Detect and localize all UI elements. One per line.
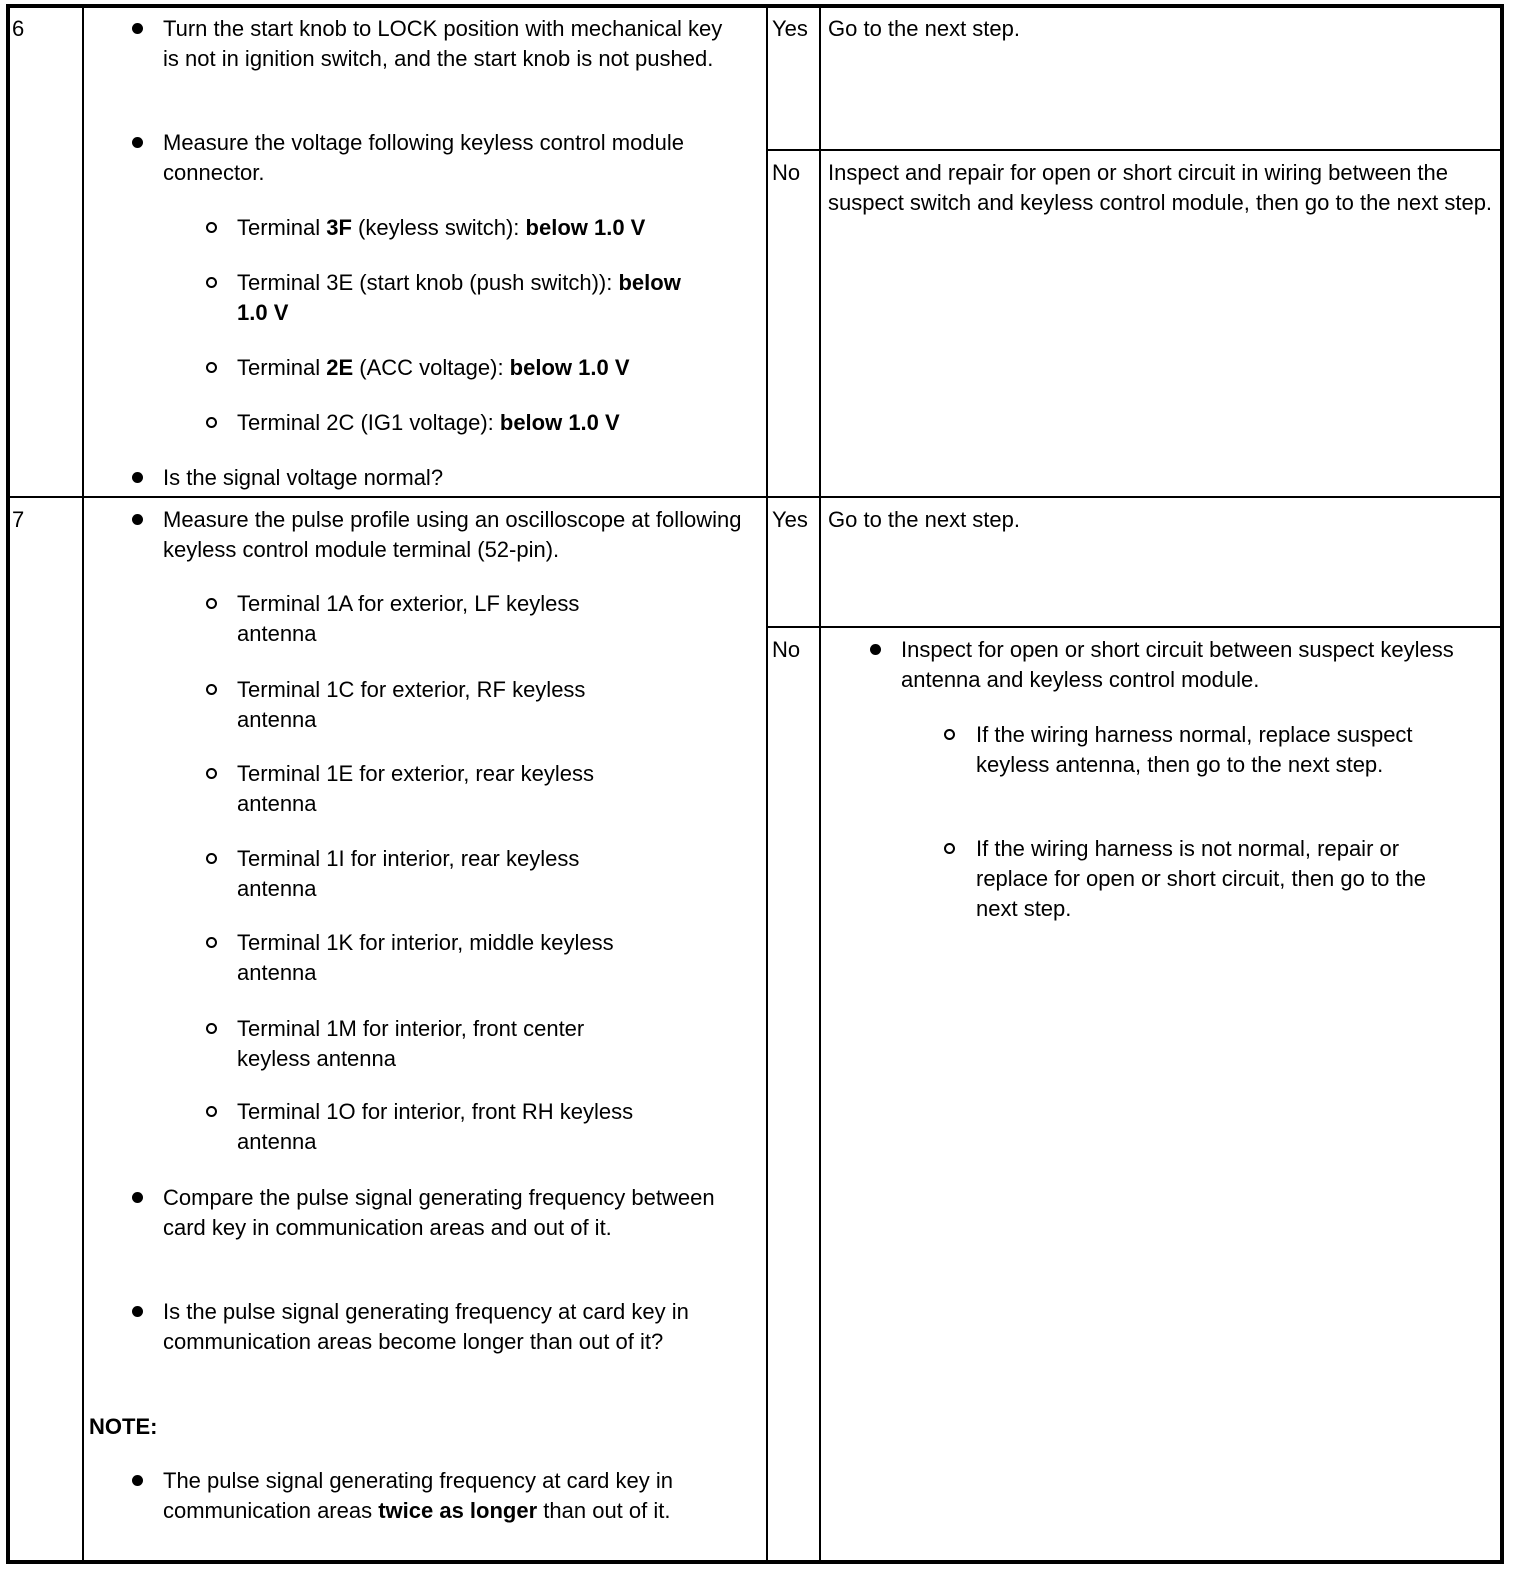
sub-bullet-icon: [206, 362, 217, 373]
bullet-icon: [132, 23, 143, 34]
terminal-spec: Terminal 2C (IG1 voltage): below 1.0 V: [237, 410, 620, 435]
table-border-top: [6, 4, 1504, 8]
sub-bullet-icon: [944, 843, 955, 854]
action-text: Measure the voltage following keyless control module connector.: [163, 130, 684, 185]
sub-bullet-icon: [206, 222, 217, 233]
row-divider: [6, 496, 1504, 498]
sub-bullet-icon: [206, 853, 217, 864]
row-divider: [766, 149, 1502, 151]
column-divider: [82, 4, 84, 1564]
sub-bullet-icon: [206, 684, 217, 695]
sub-bullet-icon: [206, 937, 217, 948]
terminal-spec: Terminal 3E (start knob (push switch)): below 1.0 V: [237, 270, 681, 325]
action-text: Compare the pulse signal generating frequency between card key in communication areas and out of it.: [163, 1185, 715, 1240]
action-question: Is the pulse signal generating frequency at card key in communication areas become longer than out of it?: [163, 1299, 689, 1354]
bullet-icon: [132, 514, 143, 525]
column-divider: [766, 4, 768, 1564]
terminal-spec: Terminal 2E (ACC voltage): below 1.0 V: [237, 355, 630, 380]
sub-bullet-icon: [206, 1106, 217, 1117]
table-border-bottom: [6, 1560, 1504, 1564]
no-result-text: Inspect for open or short circuit between suspect keyless antenna and keyless control module.: [901, 637, 1454, 692]
action-text: Turn the start knob to LOCK position with mechanical key is not in ignition switch, and the start knob is not pushed.: [163, 16, 723, 71]
table-border-right: [1500, 4, 1504, 1564]
column-divider: [819, 4, 821, 1564]
terminal-item: Terminal 1I for interior, rear keyless antenna: [237, 846, 580, 901]
bullet-icon: [132, 472, 143, 483]
note-label: NOTE:: [89, 1414, 158, 1439]
bullet-icon: [132, 1475, 143, 1486]
sub-bullet-icon: [206, 417, 217, 428]
no-result-subtext: If the wiring harness normal, replace suspect keyless antenna, then go to the next step.: [976, 722, 1413, 777]
no-label: No: [772, 637, 801, 662]
bullet-icon: [870, 644, 881, 655]
bullet-icon: [132, 1306, 143, 1317]
sub-bullet-icon: [206, 277, 217, 288]
no-result-subtext: If the wiring harness is not normal, repair or replace for open or short circuit, then go to the next step.: [976, 836, 1427, 921]
no-label: No: [772, 160, 801, 185]
terminal-item: Terminal 1O for interior, front RH keyless antenna: [237, 1099, 634, 1154]
table-border-left: [6, 4, 10, 1564]
terminal-item: Terminal 1C for exterior, RF keyless antenna: [237, 677, 586, 732]
terminal-item: Terminal 1A for exterior, LF keyless antenna: [237, 591, 580, 646]
terminal-item: Terminal 1E for exterior, rear keyless antenna: [237, 761, 595, 816]
step-number: 6: [12, 16, 25, 41]
action-question: Is the signal voltage normal?: [163, 465, 444, 490]
action-text: Measure the pulse profile using an oscilloscope at following keyless control module terminal (52-pin).: [163, 507, 742, 562]
yes-result: Go to the next step.: [828, 16, 1021, 41]
terminal-item: Terminal 1M for interior, front center keyless antenna: [237, 1016, 585, 1071]
yes-label: Yes: [772, 507, 808, 532]
sub-bullet-icon: [206, 1023, 217, 1034]
sub-bullet-icon: [206, 768, 217, 779]
row-divider: [766, 626, 1502, 628]
no-result: Inspect and repair for open or short circuit in wiring between the suspect switch and keyless control module, then go to the next step.: [828, 160, 1493, 215]
note-text: The pulse signal generating frequency at card key in communication areas twice as longer than out of it.: [163, 1468, 673, 1523]
yes-result: Go to the next step.: [828, 507, 1021, 532]
terminal-item: Terminal 1K for interior, middle keyless antenna: [237, 930, 614, 985]
yes-label: Yes: [772, 16, 808, 41]
step-number: 7: [12, 507, 25, 532]
sub-bullet-icon: [206, 598, 217, 609]
bullet-icon: [132, 137, 143, 148]
terminal-spec: Terminal 3F (keyless switch): below 1.0 V: [237, 215, 646, 240]
bullet-icon: [132, 1192, 143, 1203]
sub-bullet-icon: [944, 729, 955, 740]
